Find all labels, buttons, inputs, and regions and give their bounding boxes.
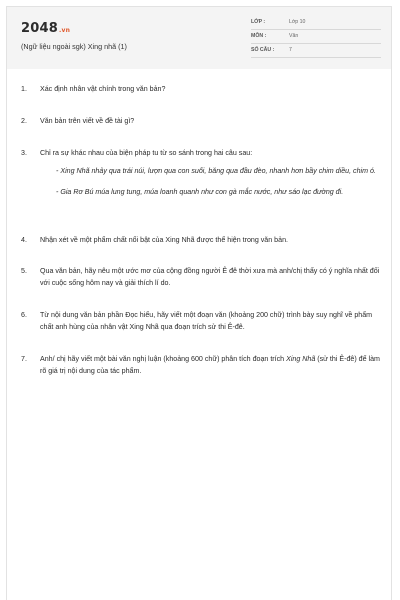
question-text-part: Anh/ chị hãy viết một bài văn nghị luận (khoảng 600 chữ) phân tích đoạn trích (40, 355, 287, 363)
meta-value-question-count: 7 (289, 47, 292, 53)
question-text: Nhận xét về một phẩm chất nổi bật của Xing Nhã được thể hiện trong văn bản. (40, 236, 288, 244)
question-text-part: (sử thi Ê-đê) để làm rõ giá trị nội dung của tác phẩm. (40, 355, 380, 375)
question-text (40, 353, 380, 377)
worksheet-header (7, 7, 391, 69)
question-number: 3. (21, 149, 27, 157)
question-text: Xác định nhân vật chính trong văn bản? (40, 85, 166, 93)
comparison-sentence-1: - Xing Nhã nhảy qua trái núi, lượn qua con suối, băng qua đầu đèo, nhanh hơn bầy chim diều, chim ó. (56, 167, 376, 175)
worksheet-page (6, 6, 392, 600)
logo-suffix: .vn (58, 27, 71, 34)
meta-row-question-count (251, 46, 381, 58)
question-text: Qua văn bản, hãy nêu một ước mơ của cộng đồng người Ê đê thời xưa mà anh/chị thấy có ý nghĩa nhất đối với cuộc sống hôm nay và giải thích lí do. (40, 267, 380, 287)
meta-row-subject (251, 32, 381, 44)
question-number: 1. (21, 85, 27, 93)
meta-value-class: Lớp 10 (289, 19, 306, 25)
meta-value-subject: Văn (289, 33, 299, 39)
question-number: 4. (21, 236, 27, 244)
work-title: Xing Nhã (286, 355, 316, 363)
question-text: Văn bản trên viết về đề tài gì? (40, 117, 135, 125)
question-number: 5. (21, 267, 27, 275)
meta-row-class (251, 18, 381, 30)
question-number: 7. (21, 355, 27, 363)
meta-label-class: LỚP : (251, 19, 266, 25)
question-text: Chỉ ra sự khác nhau của biện pháp tu từ so sánh trong hai câu sau: (40, 149, 253, 157)
question-number: 2. (21, 117, 27, 125)
meta-label-subject: MÔN : (251, 33, 267, 39)
meta-label-question-count: SỐ CÂU : (251, 47, 275, 53)
question-number: 6. (21, 311, 27, 319)
comparison-sentence-2: - Gia Rơ Bú múa lung tung, múa loanh quanh như con gà mắc nước, như sáo lạc đường đi. (56, 188, 344, 196)
logo-text: 2048 (21, 21, 58, 36)
site-logo[interactable] (21, 21, 70, 36)
document-title: (Ngữ liệu ngoài sgk) Xing nhã (1) (21, 42, 127, 51)
question-text: Từ nội dung văn bản phần Đọc hiểu, hãy viết một đoạn văn (khoảng 200 chữ) trình bày suy nghĩ về phẩm chất anh hùng của nhân vật Xing Nhã qua đoạn trích sử thi Ê-đê. (40, 311, 373, 331)
